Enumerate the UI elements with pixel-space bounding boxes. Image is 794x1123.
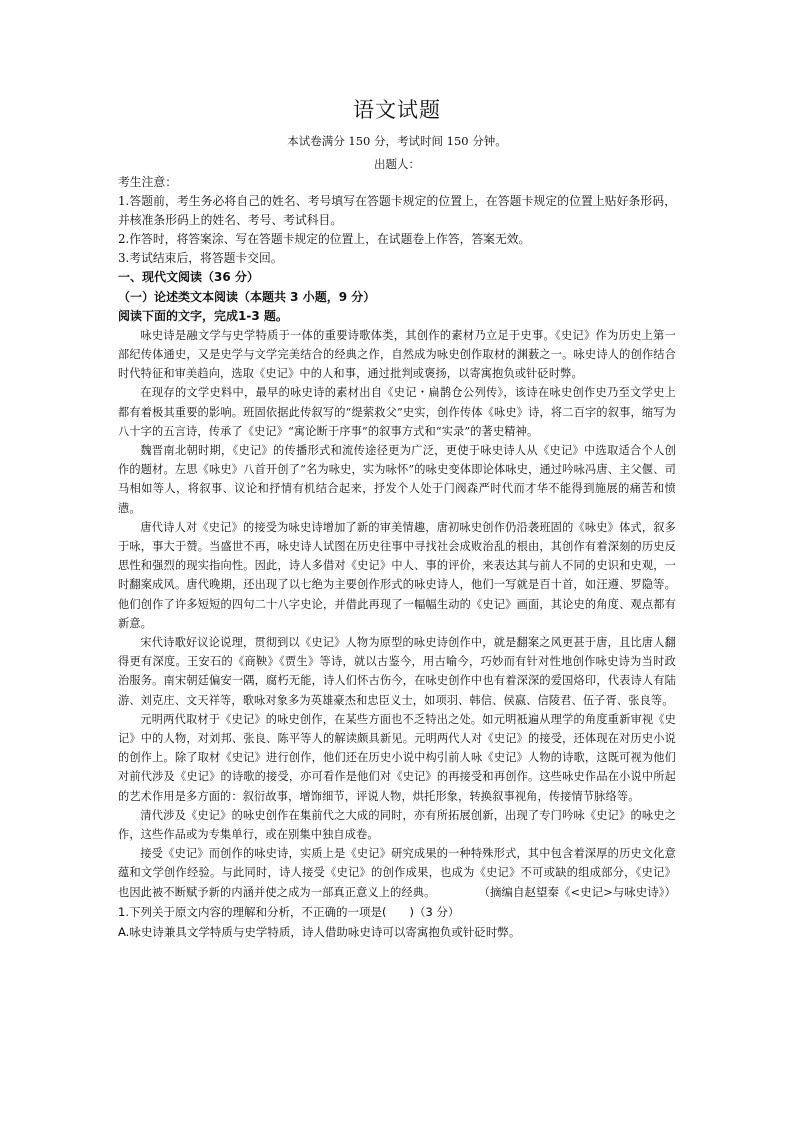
- passage-paragraph: 接受《史记》而创作的咏史诗，实质上是《史记》研究成果的一种特殊形式，其中包含着深厚的历史文化意蕴和文学创作经验。与此同时，诗人接受《史记》的创作成果，也成为《史记》不可或缺的组成部分，《史记》也因此被不断赋予新的内涵并使之成为一部真正意义上的经典。: [118, 847, 676, 899]
- source-citation: （摘编自赵望秦《<史记>与咏史诗》）: [478, 884, 676, 899]
- section-heading: 一、现代文阅读（36 分）: [118, 270, 259, 285]
- notice-item-1: 1.答题前，考生务必将自己的姓名、考号填写在答题卡规定的位置上，在答题卡规定的位置上贴好条形码，并核准条形码上的姓名、考号、考试科目。: [118, 194, 676, 228]
- page-title: 语文试题: [353, 98, 441, 122]
- reading-instruction: 阅读下面的文字，完成1-3 题。: [118, 308, 288, 323]
- passage-paragraph: 宋代诗歌好议论说理，贯彻到以《史记》人物为原型的咏史诗创作中，就是翻案之风更甚于唐，且比唐人翻得更有深度。王安石的《商鞅》《贾生》等诗，就以古鉴今，用古喻今，巧妙而有针对性地创作咏史诗为当时政治服务。南宋朝廷偏安一隅，腐朽无能，诗人们怀古伤今，在咏史创作中也有着深深的爱国烙印，代表诗人有陆游、刘克庄、文天祥等，歌咏对象多为英雄豪杰和忠臣义士，如项羽、韩信、侯嬴、信陵君、伍子胥、张良等。: [118, 636, 676, 707]
- author-line: 出题人：: [374, 157, 420, 171]
- passage-paragraph: 元明两代取材于《史记》的咏史创作，在某些方面也不乏特出之处。如元明袛遍从理学的角度重新审视《史记》中的人物，对刘邦、张良、陈平等人的解读颇具新见。元明两代人对《史记》的接受，还体现在对历史小说的创作上。除了取材《史记》进行创作，他们还在历史小说中构引前人咏《史记》人物的诗歌，这既可视为他们对前代涉及《史记》的诗歌的接受，亦可看作是他们对《史记》的再接受和再创作。这些咏史作品在小说中所起的艺术作用是多方面的：叙衍故事，增饰细节，评说人物，烘托形象，转换叙事视角，传接情节脉络等。: [118, 712, 676, 803]
- passage-paragraph: 咏史诗是融文学与史学特质于一体的重要诗歌体类，其创作的素材乃立足于史事。《史记》作为历史上第一部纪传体通史，又是史学与文学完美结合的经典之作，自然成为咏史创作取材的渊薮之一。咏史诗人的创作结合时代特征和审美趋向，选取《史记》中的人和事，通过批判或褒扬，以寄寓抱负或针砭时弊。: [118, 328, 676, 381]
- passage-paragraph: 魏晋南北朝时期，《史记》的传播形式和流传途径更为广泛，更使于咏史诗人从《史记》中选取适合个人创作的题材。左思《咏史》八首开创了“名为咏史，实为咏怀”的咏史变体即论体咏史，通过吟咏冯唐、主父偃、司马相如等人，将叙事、议论和抒情有机结合起来，抒发个人处于门阀森严时代而才华不能得到施展的痛苦和愤懑。: [118, 443, 676, 515]
- exam-page: [118, 98, 676, 942]
- passage-paragraph: 清代涉及《史记》的咏史创作在集前代之大成的同时，亦有所拓展创新，出现了专门吟咏《史记》的咏史之作，这些作品或为专集单行，或在别集中独自成卷。: [118, 808, 676, 842]
- notice-heading: 考生注意：: [118, 175, 177, 189]
- notice-item-2: 2.作答时，将答案涂、写在答题卡规定的位置上，在试题卷上作答，答案无效。: [118, 232, 531, 247]
- exam-info: 本试卷满分 150 分，考试时间 150 分钟。: [287, 134, 507, 148]
- question-stem: 1.下列关于原文内容的理解和分析，不正确的一项是( )（3 分）: [118, 904, 460, 919]
- passage-paragraph: 唐代诗人对《史记》的接受为咏史诗增加了新的审美情趣，唐初咏史创作仍沿袭班固的《咏史》体式，叙多于咏，事大于赞。当盛世不再，咏史诗人试图在历史往事中寻找社会成败治乱的根由，其创作有着深刻的历史反思性和强烈的现实指向性。因此，诗人多借对《史记》中人、事的评价，来表达其与前人不同的史识和史观，一时翻案成风。唐代晚期，还出现了以七绝为主要创作形式的咏史诗人，他们一写就是百十首，如汪遵、罗隐等。他们创作了许多短短的四句二十八字史论，并借此再现了一幅幅生动的《史记》画面，其论史的角度、观点都有新意。: [118, 520, 676, 630]
- subsection-heading: （一）论述类文本阅读（本题共 3 小题，9 分）: [118, 289, 376, 304]
- question-option-a: A.咏史诗兼具文学特质与史学特质，诗人借助咏史诗可以寄寓抱负或针砭时弊。: [118, 924, 521, 939]
- notice-item-3: 3.考试结束后，将答题卡交回。: [118, 251, 283, 266]
- passage-paragraph: 在现存的文学史料中，最早的咏史诗的素材出自《史记・扁鹊仓公列传》，该诗在咏史创作史乃至文学史上都有着极其重要的影响。班固依据此传叙写的“缇萦救父”史实，创作传体《咏史》诗，将二百字的叙事，缩写为八十字的五言诗，传承了《史记》“寓论断于序事”的叙事方式和“实录”的著史精神。: [118, 386, 676, 438]
